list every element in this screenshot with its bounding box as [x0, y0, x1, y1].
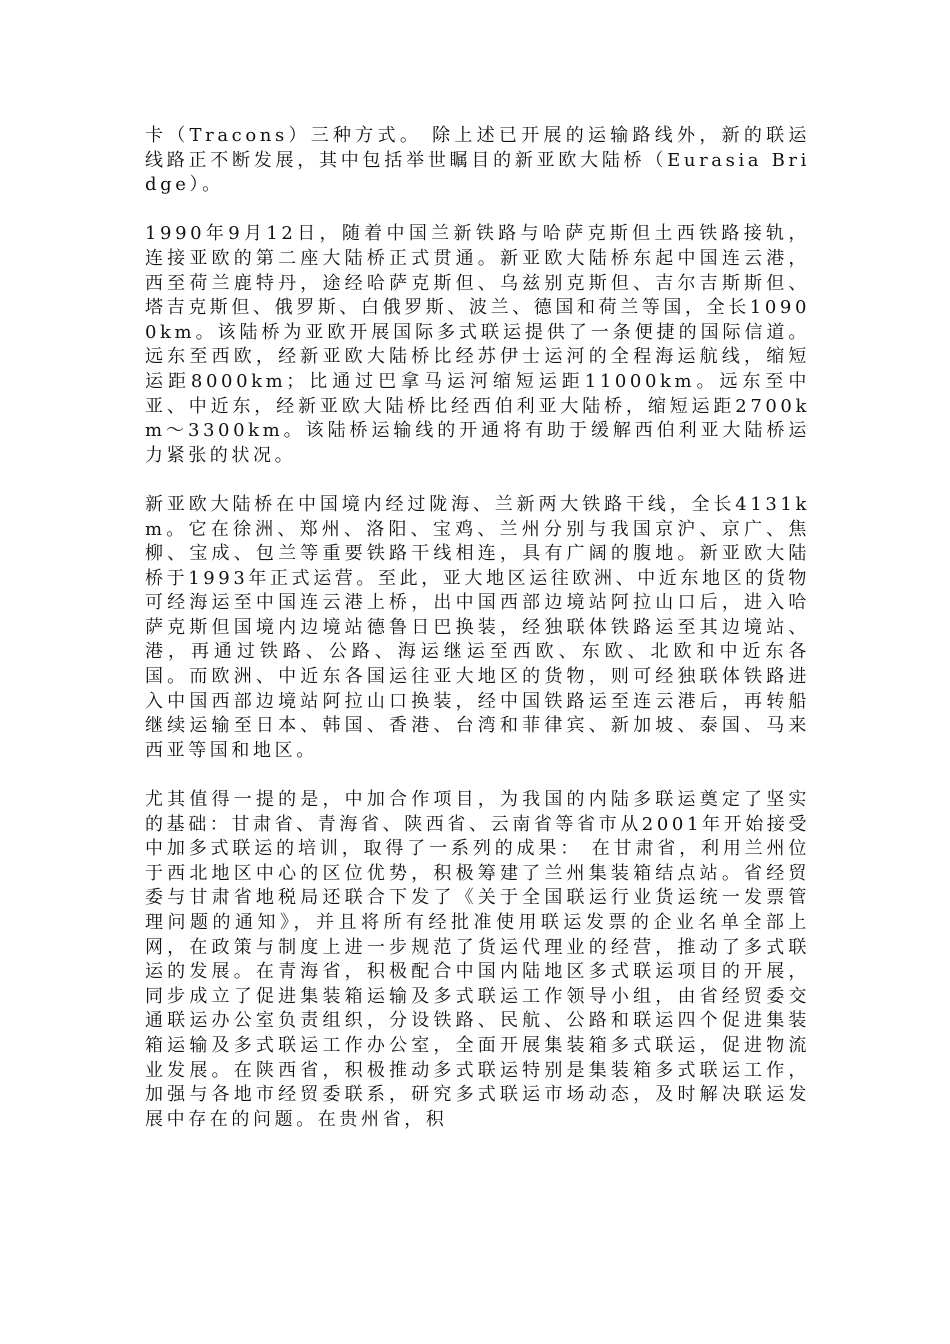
paragraph-bridge-opening-1990: 1990年9月12日，随着中国兰新铁路与哈萨克斯但土西铁路接轨，连接亚欧的第二座大陆桥正式贯通。新亚欧大陆桥东起中国连云港，西至荷兰鹿特丹，途经哈萨克斯但、乌兹别克斯但、吉尔吉斯斯但、塔吉克斯但、俄罗斯、白俄罗斯、波兰、德国和荷兰等国，全长10900km。该陆桥为亚欧开展国际多式联运提供了一条便捷的国际信道。远东至西欧，经新亚欧大陆桥比经苏伊士运河的全程海运航线，缩短运距8000km；比通过巴拿马运河缩短运距11000km。远东至中亚、中近东，经新亚欧大陆桥比经西伯利亚大陆桥，缩短运距2700km～3300km。该陆桥运输线的开通将有助于缓解西伯利亚大陆桥运力紧张的状况。: [145, 223, 811, 466]
paragraph-tracons-eurasia-bridge: 卡（Tracons）三种方式。 除上述已开展的运输路线外，新的联运线路正不断发展，其中包括举世瞩目的新亚欧大陆桥（Eurasia Bridge）。: [145, 125, 810, 196]
paragraph-bridge-china-section: 新亚欧大陆桥在中国境内经过陇海、兰新两大铁路干线，全长4131km。它在徐洲、郑州、洛阳、宝鸡、兰州分别与我国京沪、京广、焦柳、宝成、包兰等重要铁路干线相连，具有广阔的腹地。新亚欧大陆桥于1993年正式运营。至此，亚大地区运往欧洲、中近东地区的货物可经海运至中国连云港上桥，出中国西部边境站阿拉山口后，进入哈萨克斯但国境内边境站德鲁日巴换装，经独联体铁路运至其边境站、港，再通过铁路、公路、海运继运至西欧、东欧、北欧和中近东各国。而欧洲、中近东各国运往亚大地区的货物，则可经独联体铁路进入中国西部边境站阿拉山口换装，经中国铁路运至连云港后，再转船继续运输至日本、韩国、香港、台湾和菲律宾、新加坡、泰国、马来西亚等国和地区。: [145, 493, 811, 761]
document-body: [145, 124, 810, 1157]
paragraph-sino-canadian-project: 尤其值得一提的是，中加合作项目，为我国的内陆多联运奠定了坚实的基础：甘肃省、青海省、陕西省、云南省等省市从2001年开始接受中加多式联运的培训，取得了一系列的成果： 在甘肃省，利用兰州位于西北地区中心的区位优势，积极筹建了兰州集装箱结点站。省经贸委与甘肃省地税局还联合下发了《关于全国联运行业货运统一发票管理问题的通知》，并且将所有经批准使用联运发票的企业名单全部上网，在政策与制度上进一步规范了货运代理业的经营，推动了多式联运的发展。在青海省，积极配合中国内陆地区多式联运项目的开展，同步成立了促进集装箱运输及多式联运工作领导小组，由省经贸委交通联运办公室负责组织，分设铁路、民航、公路和联运四个促进集装箱运输及多式联运工作办公室，全面开展集装箱多式联运，促进物流业发展。在陕西省，积极推动多式联运特别是集装箱多式联运工作，加强与各地市经贸委联系，研究多式联运市场动态，及时解决联运发展中存在的问题。在贵州省，积: [145, 789, 811, 1130]
